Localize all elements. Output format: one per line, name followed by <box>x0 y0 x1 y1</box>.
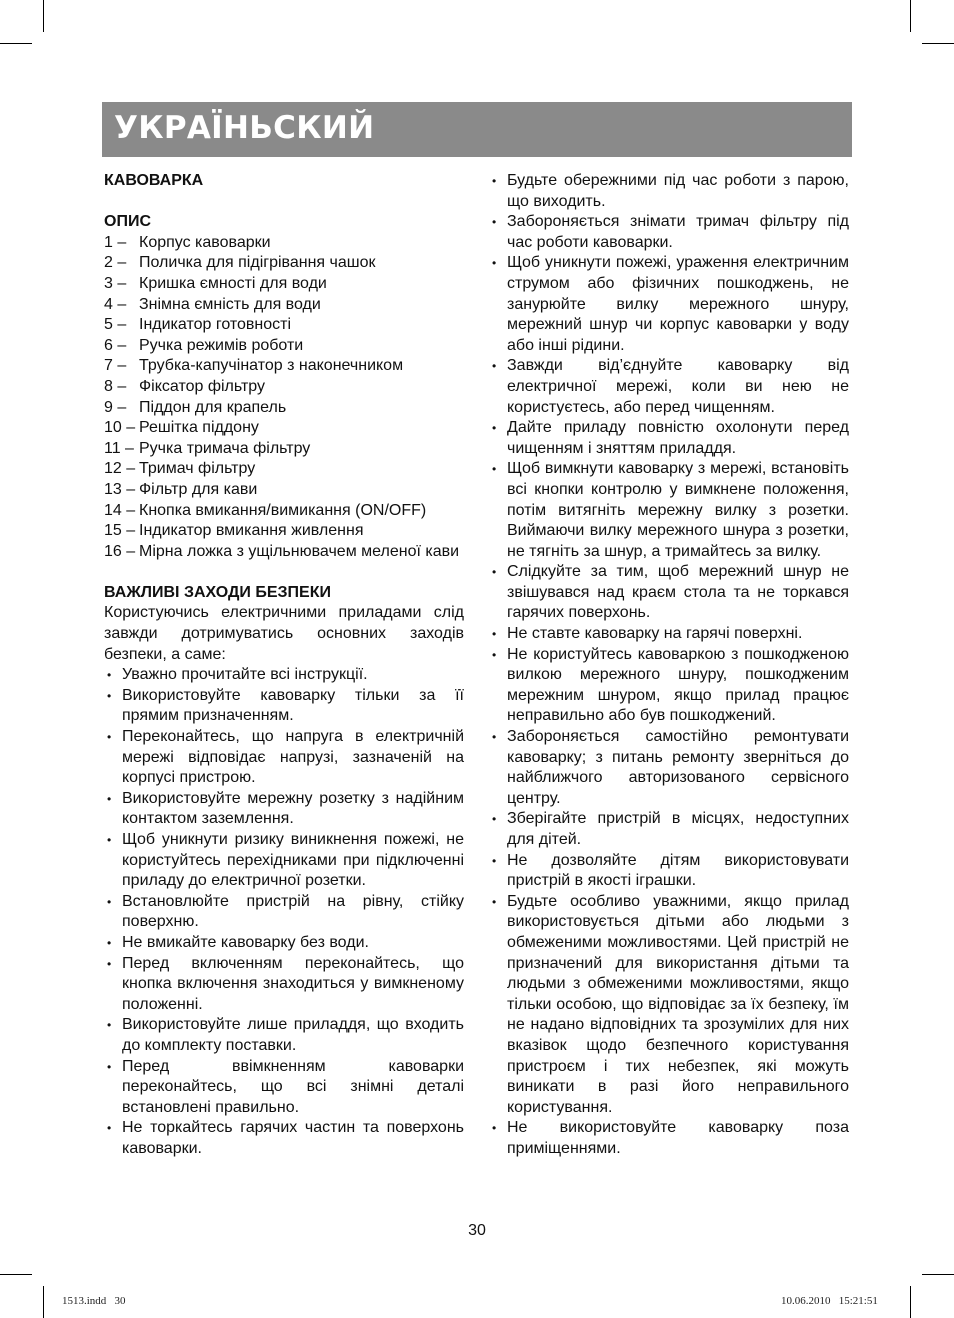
description-item-text: Решітка піддону <box>139 419 259 437</box>
safety-intro: Користуючись електричними приладами слід завжди дотримуватись основних заходів безпеки, а саме: <box>104 604 464 663</box>
description-item-text: Піддон для крапель <box>139 398 287 416</box>
description-item-number: 12 – <box>104 460 136 478</box>
crop-mark <box>922 1274 954 1275</box>
description-item-text: Ручка режимів роботи <box>139 336 304 354</box>
safety-bullet-item: • Дайте приладу повністю охолонути перед чищенням і зняттям приладдя. <box>489 418 849 459</box>
description-item <box>104 295 464 316</box>
description-item-number: 13 – <box>104 480 136 498</box>
language-banner <box>102 102 852 157</box>
product-heading: КАВОВАРКА <box>104 172 204 189</box>
description-item-text: Тримач фільтру <box>139 460 256 478</box>
description-item-text: Кнопка вмикання/вимикання (ON/OFF) <box>139 501 427 519</box>
safety-bullet-item: • Переконайтесь, що напруга в електричній мережі відповідає напрузі, зазначеній на корпусі пристрою. <box>104 727 464 789</box>
crop-mark <box>0 1274 32 1275</box>
description-item-text: Поличка для підігрівання чашок <box>139 254 376 272</box>
safety-bullet-item: • Використовуйте мережну розетку з надійним контактом заземлення. <box>104 789 464 830</box>
safety-bullet-list-continued <box>489 171 849 1160</box>
safety-bullet-item: • Щоб уникнути ризику виникнення пожежі, не користуйтесь перехідниками при підключенні приладу до електричної розетки. <box>104 830 464 892</box>
description-item <box>104 398 464 419</box>
description-item-text: Мірна ложка з ущільнювачем меленої кави <box>139 542 460 560</box>
description-item <box>104 274 464 295</box>
safety-bullet-item: • Зберігайте пристрій в місцях, недоступних для дітей. <box>489 809 849 850</box>
description-item <box>104 521 464 542</box>
safety-bullet-item: • Перед ввімкненням кавоварки переконайтесь, що всі знімні деталі встановлені правильно. <box>104 1057 464 1119</box>
description-item-number: 10 – <box>104 419 136 437</box>
safety-bullet-item: • Не використовуйте кавоварку поза приміщеннями. <box>489 1118 849 1159</box>
description-heading: ОПИС <box>104 213 151 231</box>
description-item <box>104 377 464 398</box>
description-item-text: Фіксатор фільтру <box>139 377 266 395</box>
safety-bullet-item: • Завжди від’єднуйте кавоварку від електричної мережі, коли ви нею не користуєтесь, або перед чищенням. <box>489 356 849 418</box>
description-item-number: 1 – <box>104 233 127 251</box>
description-item <box>104 315 464 336</box>
description-list <box>104 233 464 563</box>
safety-bullet-item: • Перед включенням переконайтесь, що кнопка включення знаходиться у вимкненому положенні. <box>104 954 464 1016</box>
description-item-text: Фільтр для кави <box>139 480 258 498</box>
safety-bullet-item: • Щоб уникнути пожежі, ураження електричним струмом або фізичних пошкоджень, не занурюйте вилку мережного шнуру, мережний шнур чи корпус кавоварки у воду або інші рідини. <box>489 253 849 356</box>
description-item-number: 8 – <box>104 377 127 395</box>
page-number: 30 <box>468 1222 486 1239</box>
description-item <box>104 501 464 522</box>
crop-mark <box>922 43 954 44</box>
right-column <box>489 171 849 1160</box>
safety-bullet-item: • Слідкуйте за тим, щоб мережний шнур не звішувався над краєм стола та не торкався гарячих поверхонь. <box>489 562 849 624</box>
spacer <box>104 562 464 583</box>
safety-bullet-item: • Використовуйте лише приладдя, що входить до комплекту поставки. <box>104 1015 464 1056</box>
description-item-number: 2 – <box>104 254 127 272</box>
crop-mark <box>910 1286 911 1318</box>
safety-bullet-item: • Будьте обережними під час роботи з парою, що виходить. <box>489 171 849 212</box>
page-title: УКРАЇНЬСКИЙ <box>114 110 375 146</box>
description-item <box>104 418 464 439</box>
safety-bullet-item: • Уважно прочитайте всі інструкції. <box>104 665 464 686</box>
description-item-number: 9 – <box>104 398 127 416</box>
description-item-number: 15 – <box>104 522 136 540</box>
description-item <box>104 439 464 460</box>
crop-mark <box>43 0 44 32</box>
spacer <box>104 192 464 213</box>
description-item <box>104 336 464 357</box>
description-item-number: 5 – <box>104 316 127 334</box>
safety-bullet-item: • Не ставте кавоварку на гарячі поверхні. <box>489 624 849 645</box>
file-info: 1513.indd 30 <box>62 1295 126 1307</box>
date-info: 10.06.2010 15:21:51 <box>781 1295 878 1307</box>
description-item-text: Знімна ємність для води <box>139 295 321 313</box>
safety-bullet-item: • Будьте особливо уважними, якщо прилад використовується дітьми або людьми з обмеженими можливостями. Цей пристрій не призначений для використання дітьми та людьми з обмеженими можливостями, якщо тільки особою, що відповідає за їх безпеку, їм не надано відповідних та зрозумілих для них вказівок щодо безпечного користування пристроєм і тих небезпек, які можуть виникати в разі його неправильного користування. <box>489 892 849 1119</box>
description-item-text: Індикатор готовності <box>139 316 292 334</box>
description-item-number: 11 – <box>104 439 134 457</box>
safety-bullet-list <box>104 665 464 1159</box>
safety-bullet-item: • Щоб вимкнути кавоварку з мережі, встановіть всі кнопки контролю у вимкнене положення, потім витягніть мережну вилку з розетки. Виймаючи вилку мережного шнура з розетки, не тягніть за шнур, а тримайтесь за вилку. <box>489 459 849 562</box>
description-item <box>104 542 464 563</box>
description-item-text: Ручка тримача фільтру <box>139 439 311 457</box>
safety-bullet-item: • Не торкайтесь гарячих частин та поверхонь кавоварки. <box>104 1118 464 1159</box>
description-item <box>104 356 464 377</box>
description-item-number: 3 – <box>104 274 127 292</box>
safety-bullet-item: • Не дозволяйте дітям використовувати пристрій в якості іграшки. <box>489 851 849 892</box>
description-item <box>104 233 464 254</box>
description-item-text: Трубка-капучінатор з наконечником <box>139 357 404 375</box>
crop-mark <box>43 1286 44 1318</box>
description-item-number: 14 – <box>104 501 136 519</box>
description-item-text: Кришка ємності для води <box>139 274 327 292</box>
description-item <box>104 480 464 501</box>
left-column <box>104 171 464 1160</box>
description-item-text: Індикатор вмикання живлення <box>139 522 364 540</box>
description-item-number: 7 – <box>104 357 127 375</box>
safety-bullet-item: • Використовуйте кавоварку тільки за її прямим призначенням. <box>104 686 464 727</box>
description-item-number: 4 – <box>104 295 127 313</box>
description-item-number: 6 – <box>104 336 127 354</box>
description-item-text: Корпус кавоварки <box>139 233 271 251</box>
description-item-number: 16 – <box>104 542 136 560</box>
safety-bullet-item: • Не користуйтесь кавоваркою з пошкодженою вилкою мережного шнуру, пошкодженим мережним шнуром, якщо прилад працює неправильно або був пошкоджений. <box>489 645 849 727</box>
safety-bullet-item: • Забороняється знімати тримач фільтру під час роботи кавоварки. <box>489 212 849 253</box>
crop-mark <box>910 0 911 32</box>
crop-mark <box>0 43 32 44</box>
safety-bullet-item: • Не вмикайте кавоварку без води. <box>104 933 464 954</box>
description-item <box>104 253 464 274</box>
safety-bullet-item: • Встановлюйте пристрій на рівну, стійку поверхню. <box>104 892 464 933</box>
safety-heading: ВАЖЛИВІ ЗАХОДИ БЕЗПЕКИ <box>104 583 331 601</box>
safety-bullet-item: • Забороняється самостійно ремонтувати кавоварку; з питань ремонту зверніться до найближчого авторизованого сервісного центру. <box>489 727 849 809</box>
description-item <box>104 459 464 480</box>
